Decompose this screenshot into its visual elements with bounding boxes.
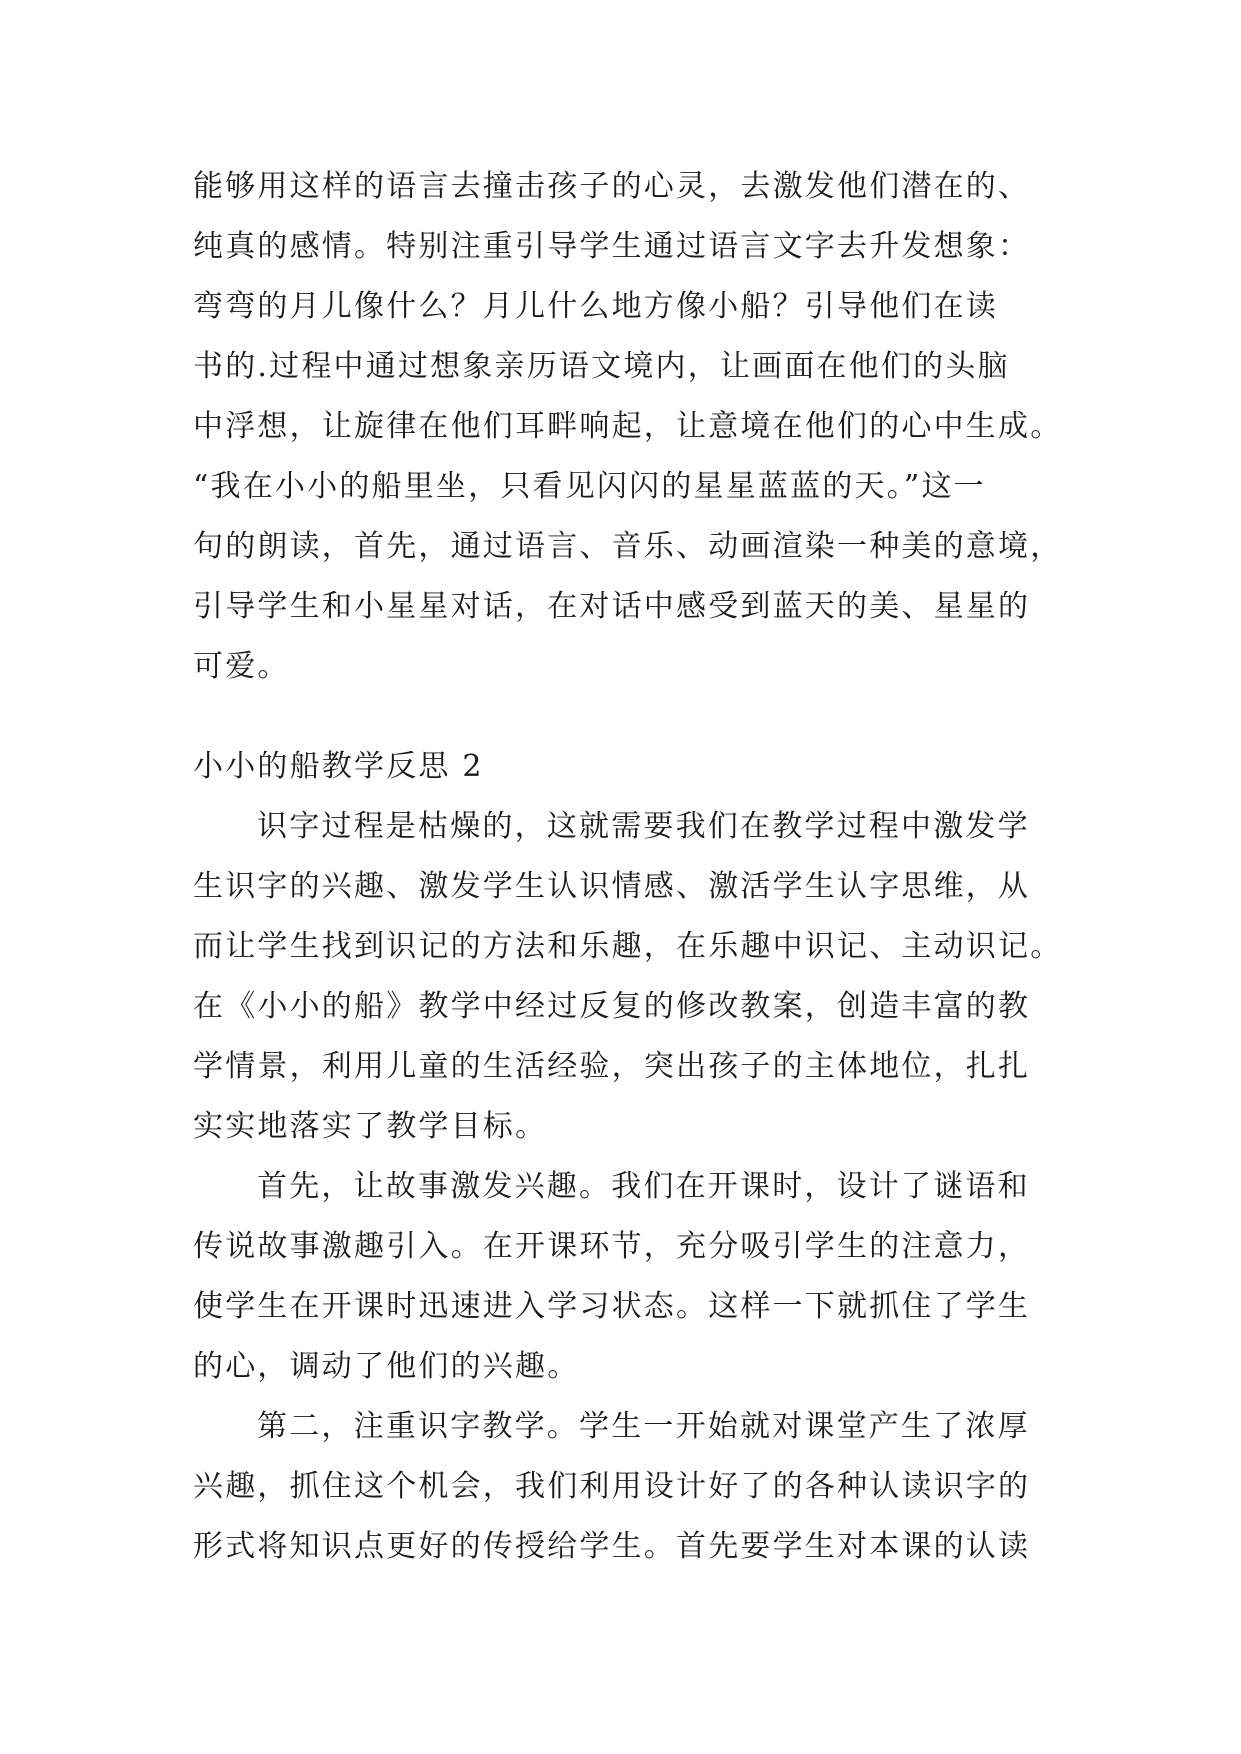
section-body [193,797,1063,1577]
text-line: 书的.过程中通过想象亲历语文境内，让画面在他们的头脑 [193,349,1010,384]
text-line: 识字过程是枯燥的，这就需要我们在教学过程中激发学 [257,809,1030,844]
text-line: 兴趣，抓住这个机会，我们利用设计好了的各种认读识字的 [193,1469,1031,1504]
text-line: 形式将知识点更好的传授给学生。首先要学生对本课的认读 [193,1529,1031,1564]
text-line: 在《小小的船》教学中经过反复的修改教案，创造丰富的教 [193,989,1031,1024]
paragraph-2 [193,1157,1053,1397]
text-line: 引导学生和小星星对话，在对话中感受到蓝天的美、星星的 [193,589,1031,624]
text-line: 实实地落实了教学目标。 [193,1109,548,1144]
paragraph-3 [193,1397,1053,1577]
text-line: 学情景，利用儿童的生活经验，突出孩子的主体地位，扎扎 [193,1049,1031,1084]
text-line: 可爱。 [193,649,290,684]
text-line: 弯弯的月儿像什么？月儿什么地方像小船？引导他们在读 [193,289,998,324]
section-title: 小小的船教学反思 2 [193,749,484,784]
text-line: 纯真的感情。特别注重引导学生通过语言文字去升发想象： [193,229,1031,264]
continued-paragraph [193,157,1063,697]
text-line: 中浮想，让旋律在他们耳畔响起，让意境在他们的心中生成。 [193,409,1063,444]
text-line: 传说故事激趣引入。在开课环节，充分吸引学生的注意力， [193,1229,1031,1264]
paragraph-1 [193,797,1063,1157]
text-line: “我在小小的船里坐，只看见闪闪的星星蓝蓝的天。”这一 [193,469,986,504]
text-line: 生识字的兴趣、激发学生认识情感、激活学生认字思维，从 [193,869,1031,904]
section-heading [193,737,1053,797]
text-line: 第二，注重识字教学。学生一开始就对课堂产生了浓厚 [257,1409,1030,1444]
text-line: 的心，调动了他们的兴趣。 [193,1349,580,1384]
text-line: 能够用这样的语言去撞击孩子的心灵，去激发他们潜在的、 [193,169,1031,204]
text-line: 句的朗读，首先，通过语言、音乐、动画渲染一种美的意境， [193,529,1063,564]
text-line: 首先，让故事激发兴趣。我们在开课时，设计了谜语和 [257,1169,1030,1204]
text-line: 使学生在开课时迅速进入学习状态。这样一下就抓住了学生 [193,1289,1031,1324]
text-line: 而让学生找到识记的方法和乐趣，在乐趣中识记、主动识记。 [193,929,1063,964]
